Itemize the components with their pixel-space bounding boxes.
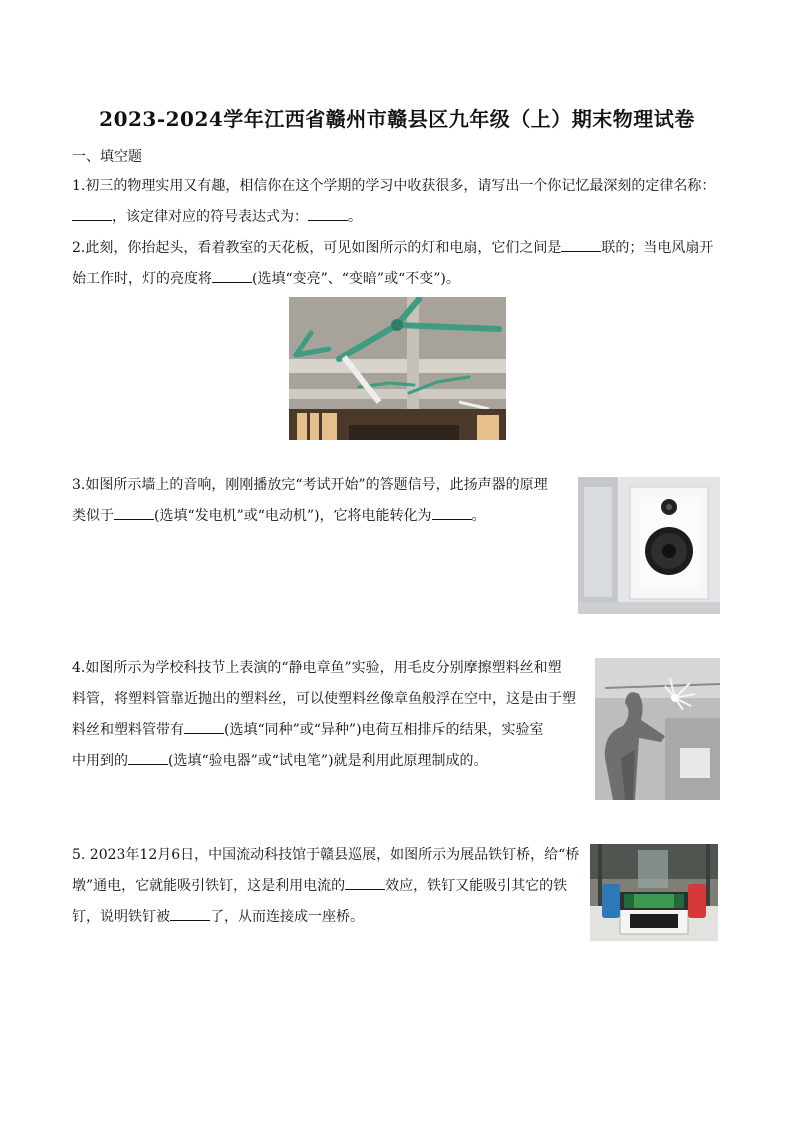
question-2-line-1: 2.此刻，你抬起头，看着教室的天花板，可见如图所示的灯和电扇，它们之间是 联的；当电风扇开 <box>72 233 713 264</box>
question-3-line-2: 类似于 (选填“发电机”或“电动机”)，它将电能转化为 。 <box>72 501 548 532</box>
static-octopus-photo <box>595 658 720 800</box>
answer-blank[interactable] <box>72 206 112 221</box>
question-4-line-1: 4.如图所示为学校科技节上表演的“静电章鱼”实验，用毛皮分别摩擦塑料丝和塑 <box>72 660 562 676</box>
question-2 <box>72 233 713 295</box>
nail-bridge-photo <box>590 844 718 941</box>
question-3-line-1: 3.如图所示墙上的音响，刚刚播放完“考试开始”的答题信号，此扬声器的原理 <box>72 477 548 493</box>
answer-blank[interactable] <box>308 206 348 221</box>
question-3 <box>72 470 548 532</box>
answer-blank[interactable] <box>170 906 210 921</box>
question-5-line-1: 5. 2023年12月6日，中国流动科技馆于赣县巡展，如图所示为展品铁钉桥，给“桥 <box>72 847 580 863</box>
question-1 <box>72 171 715 233</box>
section-heading: 一、填空题 <box>72 149 142 165</box>
answer-blank[interactable] <box>184 719 224 734</box>
answer-blank[interactable] <box>345 875 385 890</box>
answer-blank[interactable] <box>128 750 168 765</box>
answer-blank[interactable] <box>561 237 601 252</box>
question-5-line-2: 墩”通电，它就能吸引铁钉，这是利用电流的 效应，铁钉又能吸引其它的铁 <box>72 871 579 902</box>
question-4-line-3: 料丝和塑料管带有 (选填“同种”或“异种”)电荷互相排斥的结果，实验室 <box>72 715 576 746</box>
question-4-line-2: 料管，将塑料管靠近抛出的塑料丝，可以使塑料丝像章鱼般浮在空中，这是由于塑 <box>72 691 576 707</box>
question-4-line-4: 中用到的 (选填“验电器”或“试电笔”)就是利用此原理制成的。 <box>72 746 576 777</box>
page-title: 2023-2024学年江西省赣州市赣县区九年级（上）期末物理试卷 <box>99 107 695 131</box>
answer-blank[interactable] <box>432 505 472 520</box>
ceiling-fan-photo <box>289 297 506 440</box>
question-2-line-2: 始工作时，灯的亮度将 (选填“变亮”、“变暗”或“不变”)。 <box>72 264 713 295</box>
question-5-line-3: 钉，说明铁钉被 了，从而连接成一座桥。 <box>72 902 579 933</box>
question-1-line-2: ，该定律对应的符号表达式为： 。 <box>72 202 715 233</box>
answer-blank[interactable] <box>212 268 252 283</box>
speaker-photo <box>578 477 720 614</box>
question-4 <box>72 653 576 777</box>
question-5 <box>72 840 579 933</box>
answer-blank[interactable] <box>114 505 154 520</box>
question-1-line-1: 1.初三的物理实用又有趣，相信你在这个学期的学习中收获很多，请写出一个你记忆最深刻的定律名称： <box>72 178 716 194</box>
